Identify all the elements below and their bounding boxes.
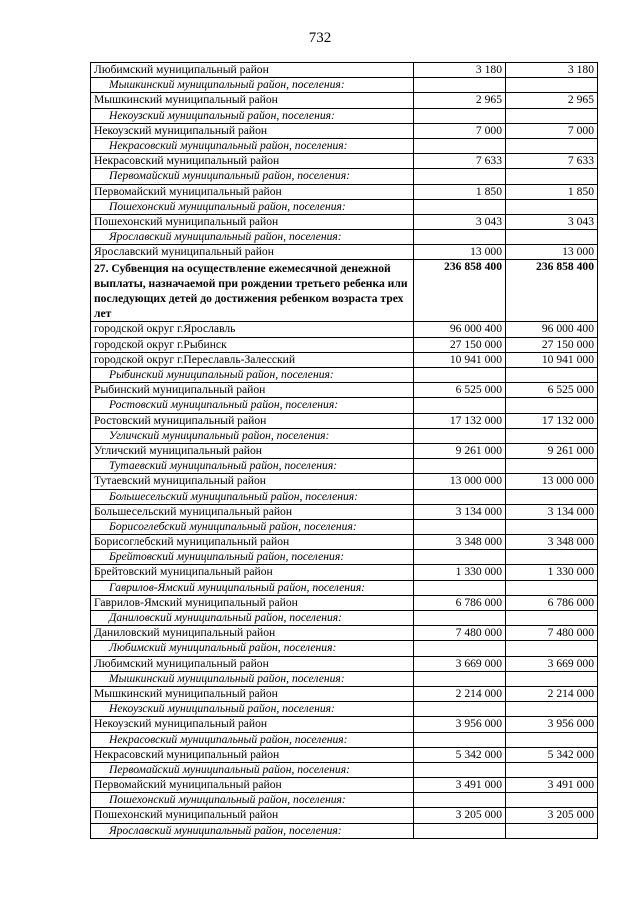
row-value-1: 236 858 400: [414, 260, 506, 322]
row-value-1: [414, 519, 506, 534]
row-name: Любимский муниципальный район, поселения:: [91, 641, 414, 656]
table-row: [91, 504, 598, 519]
row-name: Некоузский муниципальный район: [91, 123, 414, 138]
row-value-1: 10 941 000: [414, 352, 506, 367]
row-name: Борисоглебский муниципальный район: [91, 535, 414, 550]
budget-table-body: [91, 63, 598, 839]
row-name: Пошехонский муниципальный район, поселения:: [91, 199, 414, 214]
row-name: Пошехонский муниципальный район: [91, 214, 414, 229]
row-value-1: 3 669 000: [414, 656, 506, 671]
row-name: Некоузский муниципальный район, поселения:: [91, 702, 414, 717]
row-value-1: 17 132 000: [414, 413, 506, 428]
row-value-1: [414, 368, 506, 383]
row-value-2: [506, 428, 598, 443]
row-name: Мышкинский муниципальный район: [91, 686, 414, 701]
row-name: Брейтовский муниципальный район, поселения:: [91, 550, 414, 565]
row-value-1: 9 261 000: [414, 443, 506, 458]
row-value-2: [506, 519, 598, 534]
subheading-row: [91, 702, 598, 717]
row-value-2: [506, 641, 598, 656]
subheading-row: [91, 428, 598, 443]
row-name: Рыбинский муниципальный район: [91, 383, 414, 398]
subheading-row: [91, 519, 598, 534]
row-name: Мышкинский муниципальный район, поселения:: [91, 671, 414, 686]
row-value-2: 10 941 000: [506, 352, 598, 367]
row-value-2: [506, 199, 598, 214]
subheading-row: [91, 823, 598, 838]
row-name: Большесельский муниципальный район, поселения:: [91, 489, 414, 504]
table-row: [91, 184, 598, 199]
subheading-row: [91, 108, 598, 123]
table-row: [91, 93, 598, 108]
table-row: [91, 626, 598, 641]
subheading-row: [91, 169, 598, 184]
row-name: городской округ г.Рыбинск: [91, 337, 414, 352]
row-name: Мышкинский муниципальный район: [91, 93, 414, 108]
subheading-row: [91, 671, 598, 686]
row-value-1: 3 205 000: [414, 808, 506, 823]
row-value-1: 7 000: [414, 123, 506, 138]
row-value-1: 27 150 000: [414, 337, 506, 352]
row-name: Некоузский муниципальный район: [91, 717, 414, 732]
table-row: [91, 383, 598, 398]
row-value-1: 5 342 000: [414, 747, 506, 762]
row-value-1: [414, 611, 506, 626]
row-name: Первомайский муниципальный район, поселения:: [91, 762, 414, 777]
row-value-1: 7 480 000: [414, 626, 506, 641]
row-name: Большесельский муниципальный район: [91, 504, 414, 519]
row-value-1: [414, 230, 506, 245]
table-row: [91, 63, 598, 78]
row-value-2: 1 850: [506, 184, 598, 199]
table-row: [91, 474, 598, 489]
row-value-2: 3 669 000: [506, 656, 598, 671]
row-value-1: [414, 823, 506, 838]
row-name: Пошехонский муниципальный район, поселения:: [91, 793, 414, 808]
row-value-1: [414, 732, 506, 747]
table-row: [91, 322, 598, 337]
row-value-1: 13 000 000: [414, 474, 506, 489]
row-value-2: 27 150 000: [506, 337, 598, 352]
row-value-2: [506, 580, 598, 595]
subheading-row: [91, 611, 598, 626]
row-value-2: 13 000: [506, 245, 598, 260]
table-row: [91, 154, 598, 169]
subheading-row: [91, 230, 598, 245]
row-value-1: [414, 550, 506, 565]
row-value-2: 13 000 000: [506, 474, 598, 489]
subheading-row: [91, 580, 598, 595]
row-value-1: [414, 762, 506, 777]
row-value-1: [414, 78, 506, 93]
row-name: Некрасовский муниципальный район, поселения:: [91, 732, 414, 747]
row-name: Ярославский муниципальный район, поселения:: [91, 823, 414, 838]
row-value-2: 1 330 000: [506, 565, 598, 580]
row-value-1: [414, 793, 506, 808]
row-value-2: [506, 489, 598, 504]
table-row: [91, 245, 598, 260]
row-value-2: 3 134 000: [506, 504, 598, 519]
subheading-row: [91, 398, 598, 413]
row-name: Мышкинский муниципальный район, поселения:: [91, 78, 414, 93]
row-value-1: 1 330 000: [414, 565, 506, 580]
row-value-2: 3 180: [506, 63, 598, 78]
row-name: Ростовский муниципальный район: [91, 413, 414, 428]
table-row: [91, 717, 598, 732]
row-name: Угличский муниципальный район, поселения:: [91, 428, 414, 443]
row-value-2: 7 000: [506, 123, 598, 138]
subheading-row: [91, 78, 598, 93]
table-row: [91, 535, 598, 550]
row-name: Любимский муниципальный район: [91, 63, 414, 78]
subheading-row: [91, 459, 598, 474]
row-value-1: 7 633: [414, 154, 506, 169]
row-value-1: [414, 138, 506, 153]
row-value-1: 3 956 000: [414, 717, 506, 732]
row-value-1: 3 348 000: [414, 535, 506, 550]
row-value-2: [506, 550, 598, 565]
row-value-1: [414, 199, 506, 214]
row-value-1: 3 043: [414, 214, 506, 229]
row-name: Некрасовский муниципальный район: [91, 154, 414, 169]
row-value-1: 2 965: [414, 93, 506, 108]
row-name: Ростовский муниципальный район, поселения:: [91, 398, 414, 413]
row-value-2: [506, 732, 598, 747]
row-name: Первомайский муниципальный район, поселения:: [91, 169, 414, 184]
row-value-2: [506, 823, 598, 838]
table-row: [91, 656, 598, 671]
row-value-1: [414, 671, 506, 686]
row-value-1: [414, 428, 506, 443]
row-name: Тутаевский муниципальный район, поселения:: [91, 459, 414, 474]
row-value-2: [506, 108, 598, 123]
subheading-row: [91, 199, 598, 214]
row-value-1: [414, 702, 506, 717]
row-value-2: 2 965: [506, 93, 598, 108]
row-value-2: [506, 398, 598, 413]
row-value-1: [414, 398, 506, 413]
row-value-2: [506, 671, 598, 686]
row-value-1: [414, 169, 506, 184]
table-row: [91, 352, 598, 367]
row-value-2: [506, 611, 598, 626]
row-value-2: [506, 793, 598, 808]
subheading-row: [91, 368, 598, 383]
subheading-row: [91, 793, 598, 808]
row-value-1: [414, 459, 506, 474]
row-value-2: [506, 78, 598, 93]
row-value-1: 2 214 000: [414, 686, 506, 701]
table-row: [91, 413, 598, 428]
table-row: [91, 778, 598, 793]
table-row: [91, 808, 598, 823]
row-name: городской округ г.Переславль-Залесский: [91, 352, 414, 367]
row-value-2: 5 342 000: [506, 747, 598, 762]
subheading-row: [91, 762, 598, 777]
table-row: [91, 123, 598, 138]
row-value-1: 13 000: [414, 245, 506, 260]
row-name: Первомайский муниципальный район: [91, 778, 414, 793]
row-value-1: 6 786 000: [414, 595, 506, 610]
table-row: [91, 337, 598, 352]
row-value-2: 3 205 000: [506, 808, 598, 823]
page-number: 732: [308, 30, 332, 46]
row-value-1: 3 491 000: [414, 778, 506, 793]
row-name: Брейтовский муниципальный район: [91, 565, 414, 580]
row-value-2: 3 043: [506, 214, 598, 229]
row-name: Угличский муниципальный район: [91, 443, 414, 458]
row-name: Некрасовский муниципальный район, поселения:: [91, 138, 414, 153]
row-value-2: [506, 459, 598, 474]
row-name: Тутаевский муниципальный район: [91, 474, 414, 489]
row-value-2: [506, 762, 598, 777]
row-name: 27. Субвенция на осуществление ежемесячной денежной выплаты, назначаемой при рождении третьего ребенка или последующих детей до достижения ребенком возраста трех лет: [91, 260, 414, 322]
row-name: Ярославский муниципальный район, поселения:: [91, 230, 414, 245]
table-row: [91, 565, 598, 580]
row-value-1: [414, 108, 506, 123]
row-name: городской округ г.Ярославль: [91, 322, 414, 337]
row-value-1: 3 134 000: [414, 504, 506, 519]
budget-table: [90, 62, 598, 839]
row-name: Гаврилов-Ямский муниципальный район: [91, 595, 414, 610]
row-name: Любимский муниципальный район: [91, 656, 414, 671]
row-value-2: 9 261 000: [506, 443, 598, 458]
table-row: [91, 747, 598, 762]
row-name: Даниловский муниципальный район, поселения:: [91, 611, 414, 626]
subheading-row: [91, 641, 598, 656]
row-value-1: 1 850: [414, 184, 506, 199]
row-value-1: 3 180: [414, 63, 506, 78]
row-value-2: 236 858 400: [506, 260, 598, 322]
row-value-2: [506, 368, 598, 383]
subheading-row: [91, 489, 598, 504]
row-value-2: [506, 230, 598, 245]
subheading-row: [91, 732, 598, 747]
row-value-2: 7 480 000: [506, 626, 598, 641]
row-name: Пошехонский муниципальный район: [91, 808, 414, 823]
row-name: Борисоглебский муниципальный район, поселения:: [91, 519, 414, 534]
row-name: Первомайский муниципальный район: [91, 184, 414, 199]
row-value-2: 96 000 400: [506, 322, 598, 337]
row-value-1: 6 525 000: [414, 383, 506, 398]
row-value-2: [506, 702, 598, 717]
row-value-2: [506, 169, 598, 184]
subheading-row: [91, 550, 598, 565]
table-row: [91, 595, 598, 610]
row-value-2: 6 786 000: [506, 595, 598, 610]
row-name: Даниловский муниципальный район: [91, 626, 414, 641]
row-name: Рыбинский муниципальный район, поселения:: [91, 368, 414, 383]
row-name: Ярославский муниципальный район: [91, 245, 414, 260]
row-value-2: 6 525 000: [506, 383, 598, 398]
section-heading-row: [91, 260, 598, 322]
row-value-2: 3 491 000: [506, 778, 598, 793]
table-row: [91, 214, 598, 229]
row-value-2: 3 956 000: [506, 717, 598, 732]
row-value-2: 7 633: [506, 154, 598, 169]
row-value-1: 96 000 400: [414, 322, 506, 337]
row-value-1: [414, 641, 506, 656]
row-value-2: 2 214 000: [506, 686, 598, 701]
subheading-row: [91, 138, 598, 153]
row-name: Некрасовский муниципальный район: [91, 747, 414, 762]
row-name: Гаврилов-Ямский муниципальный район, поселения:: [91, 580, 414, 595]
row-value-2: 17 132 000: [506, 413, 598, 428]
row-name: Некоузский муниципальный район, поселения:: [91, 108, 414, 123]
table-row: [91, 686, 598, 701]
table-row: [91, 443, 598, 458]
row-value-1: [414, 580, 506, 595]
row-value-2: [506, 138, 598, 153]
row-value-1: [414, 489, 506, 504]
row-value-2: 3 348 000: [506, 535, 598, 550]
